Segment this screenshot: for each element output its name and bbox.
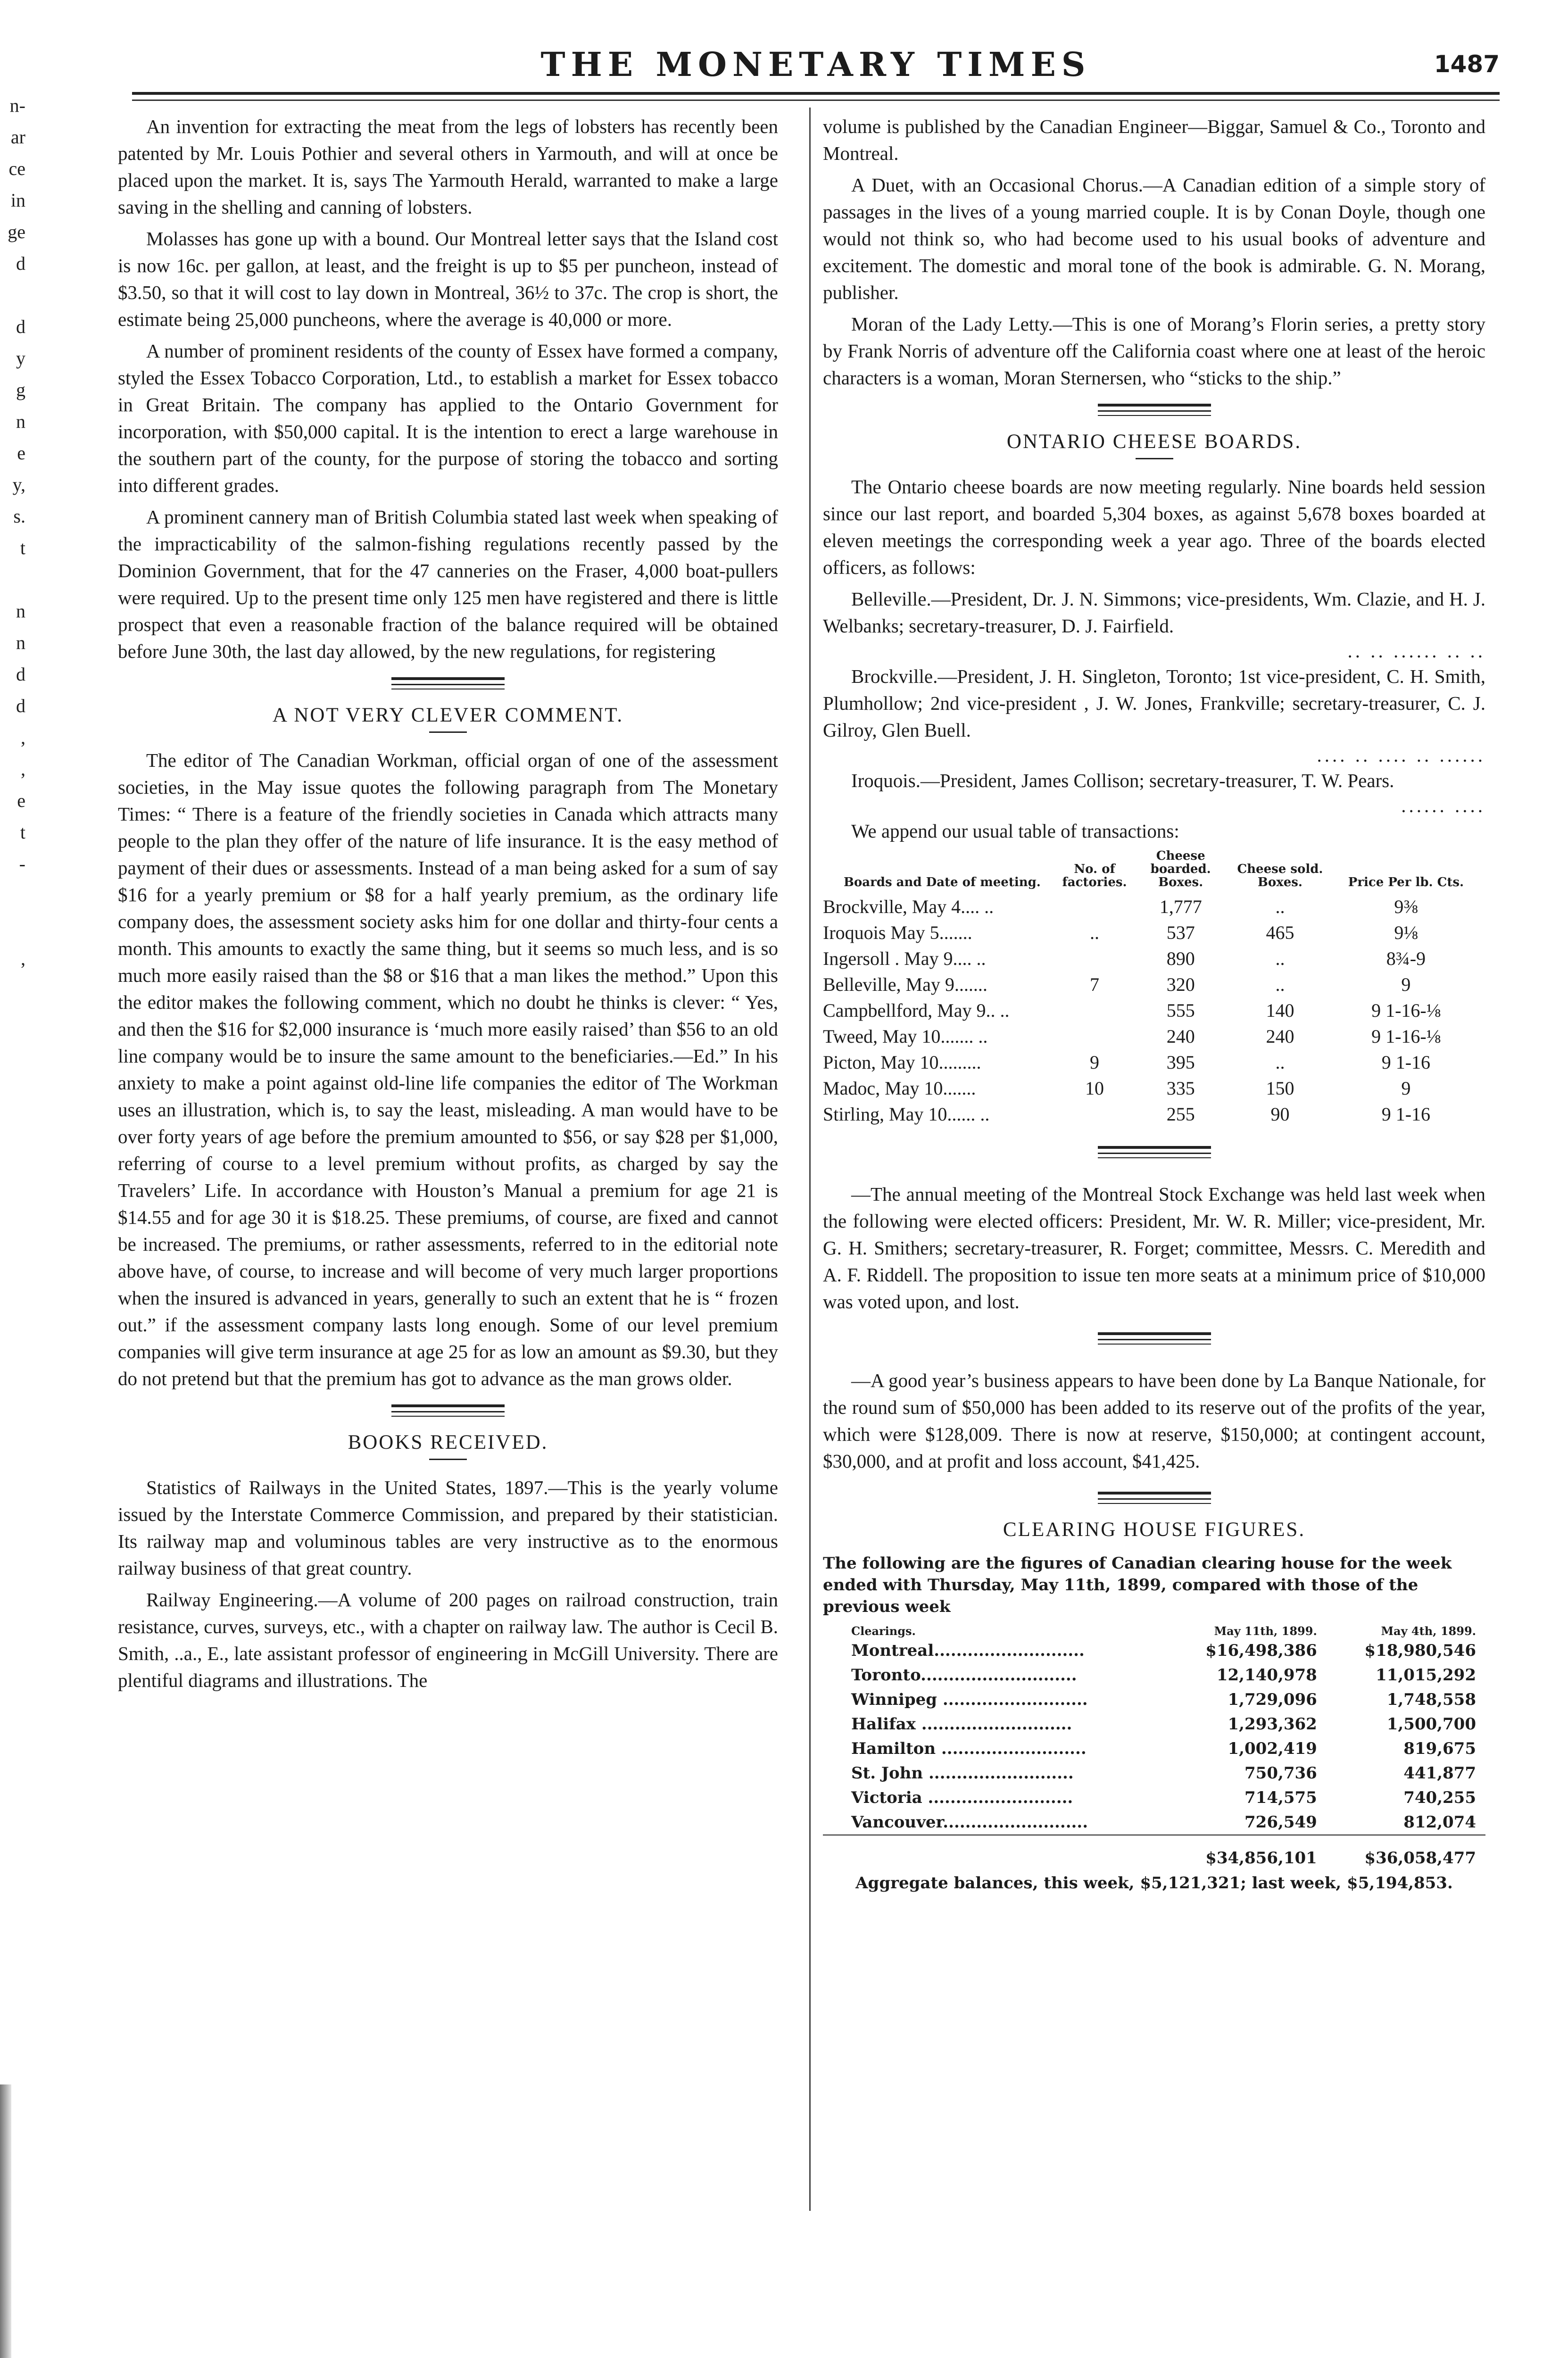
masthead [132,45,1500,97]
table-row [823,1736,1485,1761]
heading-clearing-house: CLEARING HOUSE FIGURES. [1003,1519,1306,1541]
gutter-fragment [0,880,28,911]
article-books-continued: volume is published by the Canadian Engineer—Biggar, Samuel & Co., Toronto and Montreal. [823,116,1485,164]
table-cell: Brockville, May 4.... .. [823,896,994,917]
table-cell: St. John .......................... [851,1764,1074,1783]
leader-dots: .... .. .... .. ...... [1317,744,1485,766]
section-separator [823,1484,1485,1512]
article-railway-engineering: Railway Engineering.—A volume of 200 pages on railroad construction, train resistance, curves, surveys, etc., with a chapter on railway law. The author is Cecil B. Smith, ..a., E., late assistant professor of engineering in McGill University. There are plentiful diagrams and illustrations. The [118,1589,778,1691]
table-cell: 9 1-16 [1381,1104,1431,1125]
heading-cheese-boards: ONTARIO CHEESE BOARDS. [1006,431,1302,453]
gutter-fragment: n [16,411,25,432]
table-cell [1062,1101,1128,1127]
table-cell: .. [1275,948,1285,969]
clearing-house-table [823,1624,1485,1870]
table-cell: 9⅛ [1394,922,1418,943]
heading-dash [429,731,467,733]
column-header: Cheese boarded. Boxes. [1150,849,1211,889]
article-essex-tobacco: A number of prominent residents of the county of Essex have formed a company, styled the Essex Tobacco Corporation, Ltd., to establish a market for Essex tobacco in Great Britain. The company has applied to the Ontario Government for incorporation, with $50,000 capital. It is the intention to erect a large warehouse in the southern part of the county, for the purpose of storing the tobacco and sorting into different grades. [118,340,778,496]
gutter-fragment: ar [10,126,25,148]
article-railway-statistics: Statistics of Railways in the United States, 1897.—This is the yearly volume issued by the Interstate Commerce Commission, and prepared by their statistician. Its railway map and voluminous tables are very instructive as to the enormous railway business of that great country. [118,1477,778,1579]
table-row [823,946,1485,971]
table-cell: 320 [1166,974,1195,995]
article-moran: Moran of the Lady Letty.—This is one of Morang’s Florin series, a pretty story by Frank Norris of adventure off the California coast where one at least of the heroic characters is a woman, Moran Sternersen, who “sticks to the ship.” [823,313,1485,389]
left-gutter-fragments [0,90,28,1316]
section-separator [823,396,1485,424]
table-cell: 726,549 [1244,1813,1317,1832]
table-cell: 750,736 [1244,1764,1317,1783]
masthead-rule-thick [132,92,1500,95]
table-row [823,1101,1485,1127]
gutter-fragment: , [21,727,25,748]
table-cell: .. [1275,896,1285,917]
table-row [823,1687,1485,1712]
left-column [118,113,778,1699]
column-header: Clearings. [851,1624,916,1638]
table-cell: 1,777 [1159,896,1202,917]
table-cell: 1,500,700 [1386,1715,1476,1734]
article-lobsters: An invention for extracting the meat from the legs of lobsters has recently been patented by Mr. Louis Pothier and several others in Yarmouth, and will at once be placed upon the market. It is, says The Yarmouth Herald, warranted to make a large saving in the shelling and canning of lobsters. [118,116,778,218]
gutter-fragment: d [16,664,25,685]
gutter-fragment: n [16,600,25,622]
table-cell: 11,015,292 [1376,1666,1476,1685]
table-row [823,1638,1485,1663]
table-cell: 9 [1401,1078,1411,1099]
table-row [823,1663,1485,1687]
aggregate-balances: Aggregate balances, this week, $5,121,321; last week, $5,194,853. [855,1874,1453,1893]
column-divider [809,108,811,2211]
table-cell: Iroquois May 5....... [823,922,972,943]
gutter-fragment: , [21,758,25,780]
newspaper-title: THE MONETARY TIMES [540,45,1091,84]
table-cell: 9 1-16-⅛ [1371,1026,1441,1047]
section-separator [118,1397,778,1425]
table-cell [1062,1023,1128,1049]
right-column [823,113,1485,1894]
heading-dash [429,1459,467,1460]
table-cell: 9 [1401,974,1411,995]
table-cell: .. [1090,922,1100,943]
table-row [823,1761,1485,1785]
table-cell: 240 [1166,1026,1195,1047]
table-cell: 1,748,558 [1386,1690,1476,1709]
table-cell: 12,140,978 [1216,1666,1317,1685]
section-separator [118,670,778,698]
table-cell: 150 [1266,1078,1294,1099]
gutter-fragment: t [20,537,25,558]
table-row [823,1785,1485,1810]
article-molasses: Molasses has gone up with a bound. Our Montreal letter says that the Island cost is now 16c. per gallon, at least, and the freight is up to $5 per puncheon, instead of $3.50, so that it will cost to lay down in Montreal, 36½ to 37c. The crop is short, the estimate being 25,000 puncheons, where the average is 40,000 or more. [118,228,778,330]
table-row [823,1810,1485,1835]
table-cell: 7 [1090,974,1100,995]
section-separator [823,1325,1485,1353]
table-row [823,1712,1485,1736]
table-cell: Stirling, May 10...... .. [823,1104,990,1125]
leader-dots: ...... .... [1401,795,1485,816]
article-salmon-fishing: A prominent cannery man of British Columbia stated last week when speaking of the impracticability of the salmon-fishing regulations recently passed by the Dominion Government, that for the 47 canneries on the Fraser, 4,000 boat-pullers were required. Up to the present time only 125 men have registered and there is little prospect that even a reasonable fraction of the balance required will be obtained before June 30th, the last day allowed, by the new regulations, for registering [118,506,778,662]
gutter-fragment: e [17,442,25,464]
table-cell: Campbellford, May 9.. .. [823,1000,1010,1021]
scan-edge-shadow [0,2084,11,2358]
table-cell: Madoc, May 10....... [823,1078,976,1099]
table-cell: 465 [1266,922,1294,943]
table-cell: 812,074 [1403,1813,1476,1832]
table-cell: 1,729,096 [1228,1690,1317,1709]
table-cell: Picton, May 10......... [823,1052,981,1073]
column-header: Cheese sold. Boxes. [1237,862,1323,889]
cheese-table-intro: We append our usual table of transactions: [851,820,1179,842]
table-cell [823,1835,1168,1870]
table-cell: Victoria .......................... [851,1788,1073,1807]
table-cell: Vancouver.......................... [851,1813,1088,1832]
column-header: Price Per lb. Cts. [1348,875,1464,889]
gutter-fragment: ce [8,158,25,179]
heading-books-received: BOOKS RECEIVED. [348,1431,548,1453]
gutter-fragment: y, [12,474,25,495]
masthead-rule-thin [132,100,1500,101]
cheese-belleville-officers: Belleville.—President, Dr. J. N. Simmons; vice-presidents, Wm. Clazie, and H. J. Welbanks; secretary-treasurer, D. J. Fairfield. [823,588,1485,637]
table-cell: Winnipeg .......................... [851,1690,1088,1709]
column-header: No. of factories. [1062,862,1127,889]
gutter-fragment: d [16,316,25,337]
article-stock-exchange: —The annual meeting of the Montreal Stock Exchange was held last week when the following were elected officers: President, Mr. W. R. Miller; vice-president, Mr. G. H. Smithers; secretary-treasurer, R. Forget; committee, Messrs. C. Meredith and A. F. Riddell. The proposition to issue ten more seats at a minimum price of $10,000 was voted upon, and lost. [823,1183,1485,1312]
table-cell: 90 [1270,1104,1290,1125]
table-row [823,1075,1485,1101]
cheese-brockville-officers: Brockville.—President, J. H. Singleton, Toronto; 1st vice-president, C. H. Smith, Plumhollow; 2nd vice-president , J. W. Jones, Frankville; secretary-treasurer, C. J. Gilroy, Glen Buell. [823,665,1485,741]
gutter-fragment: in [10,190,25,211]
gutter-fragment [0,974,28,1006]
heading-clever-comment: A NOT VERY CLEVER COMMENT. [272,704,624,726]
article-banque-nationale: —A good year’s business appears to have been done by La Banque Nationale, for the round sum of $50,000 has been added to its reserve out of the profits of the year, which were $128,009. There is now at reserve, $150,000; at contingent account, $30,000, and at profit and loss account, $41,425. [823,1370,1485,1472]
table-cell: $18,980,546 [1364,1641,1476,1660]
clearing-intro: The following are the figures of Canadian clearing house for the week ended with Thursday, May 11th, 1899, compared with those of the previous week [823,1554,1452,1616]
table-cell: 255 [1166,1104,1195,1125]
table-cell: 8¾-9 [1386,948,1426,969]
table-cell: .. [1275,1052,1285,1073]
table-cell: $16,498,386 [1205,1641,1317,1660]
table-cell: 819,675 [1403,1739,1476,1758]
leader-dots: .. .. ...... .. .. [1347,640,1485,662]
page-number: 1487 [1434,50,1500,78]
table-cell: Halifax ........................... [851,1715,1072,1734]
gutter-fragment [0,911,28,943]
gutter-fragment [0,1006,28,1038]
gutter-fragment: g [16,379,25,400]
gutter-fragment: , [21,948,25,969]
table-row [823,1049,1485,1075]
table-cell [1062,946,1128,971]
table-cell: Hamilton .......................... [851,1739,1087,1758]
table-cell: Belleville, May 9....... [823,974,987,995]
table-cell [1062,894,1128,920]
gutter-fragment: n- [9,95,25,116]
gutter-fragment: ge [8,221,25,242]
total-value: $36,058,477 [1327,1835,1485,1870]
gutter-fragment: y [16,348,25,369]
table-row [823,997,1485,1023]
article-cheese-intro: The Ontario cheese boards are now meeting regularly. Nine boards held session since our last report, and boarded 5,304 boxes, as against 5,678 boxes boarded at eleven meetings the corresponding week a year ago. Three of the boards elected officers, as follows: [823,476,1485,578]
total-value: $34,856,101 [1168,1835,1327,1870]
table-cell: 9 [1090,1052,1100,1073]
table-cell: Toronto............................ [851,1666,1077,1685]
table-cell: 890 [1166,948,1195,969]
table-cell: 441,877 [1403,1764,1476,1783]
cheese-iroquois-officers: Iroquois.—President, James Collison; secretary-treasurer, T. W. Pears. [851,770,1394,791]
cheese-transactions-table [823,849,1485,1127]
table-cell: 9⅜ [1394,896,1418,917]
table-cell: 1,293,362 [1228,1715,1317,1734]
gutter-fragment: n [16,632,25,653]
article-duet: A Duet, with an Occasional Chorus.—A Canadian edition of a simple story of passages in the lives of a young married couple. It is by Conan Doyle, though one would not think so, who had become used to his usual books of adventure and excitement. The domestic and moral tone of the book is admirable. G. N. Morang, publisher. [823,174,1485,303]
gutter-fragment: - [19,853,25,874]
totals-row [823,1835,1485,1870]
table-cell: Tweed, May 10....... .. [823,1026,988,1047]
gutter-fragment: s. [13,506,25,527]
article-clever-comment: The editor of The Canadian Workman, official organ of one of the assessment societies, in the May issue quotes the following paragraph from The Monetary Times: “ There is a feature of the friendly societies in Canada which attracts many people to the plan they offer of the nature of life insurance. It is the easy method of payment of their dues or assessments. Instead of a man being asked for a sum of say $16 for a yearly premium or $8 for a half yearly premium, as the ordinary life company does, the assessment society asks him for one dollar and thirty-four cents a month. This amounts to exactly the same thing, but it seems so much less, and is so much more easily raised than the $8 or $16 that a man likes the method.” Upon this the editor makes the following comment, which no doubt he thinks is clever: “ Yes, and then the $16 for $2,000 insurance is ‘much more easily raised’ than $56 to an old line company would be to insure the same amount to the beneficiaries.—Ed.” In his anxiety to make a point against old-line life companies the editor of The Workman uses an illustration, which is, to say the least, misleading. A man would have to be over forty years of age before the premium amounted to $56, or say $28 per $1,000, referring of course to a level premium without profits, as charged by say the Travelers’ Life. In accordance with Houston’s Manual a premium for age 21 is $14.55 and for age 30 it is $18.25. These premiums, of course, are fixed and cannot be increased. The premiums, or rather assessments, referred to in the editorial note above have, of course, to increase and will become of very much larger proportions when the insured is advanced in years, generally to such an extent that he is “ frozen out.” if the assessment company lasts long enough. Some of our level premium companies will give term insurance at age 25 for as low an amount as $9.30, but they do not pretend but that the premium has got to advance as the man grows older. [118,749,778,1389]
table-row [823,920,1485,946]
heading-dash [1136,458,1173,459]
gutter-fragment: d [16,253,25,274]
column-header: Boards and Date of meeting. [843,875,1041,889]
gutter-fragment [0,564,28,595]
gutter-fragment: e [17,790,25,811]
table-cell: Montreal........................... [851,1641,1085,1660]
table-cell: .. [1275,974,1285,995]
table-cell [1062,997,1128,1023]
table-cell: 1,002,419 [1228,1739,1317,1758]
table-row [823,971,1485,997]
table-cell: 240 [1266,1026,1294,1047]
gutter-fragment [0,279,28,311]
column-header: May 4th, 1899. [1381,1624,1476,1638]
column-header: May 11th, 1899. [1214,1624,1317,1638]
table-cell: 9 1-16 [1381,1052,1431,1073]
table-cell: 395 [1166,1052,1195,1073]
table-cell: 10 [1085,1078,1104,1099]
table-cell: 714,575 [1244,1788,1317,1807]
table-cell: 9 1-16-⅛ [1371,1000,1441,1021]
table-cell: 537 [1166,922,1195,943]
section-separator [823,1138,1485,1167]
table-cell: 140 [1266,1000,1294,1021]
table-cell: 740,255 [1403,1788,1476,1807]
gutter-fragment: d [16,695,25,716]
gutter-fragment: t [20,822,25,843]
table-row [823,894,1485,920]
table-cell: 335 [1166,1078,1195,1099]
table-cell: Ingersoll . May 9.... .. [823,948,986,969]
table-row [823,1023,1485,1049]
table-cell: 555 [1166,1000,1195,1021]
